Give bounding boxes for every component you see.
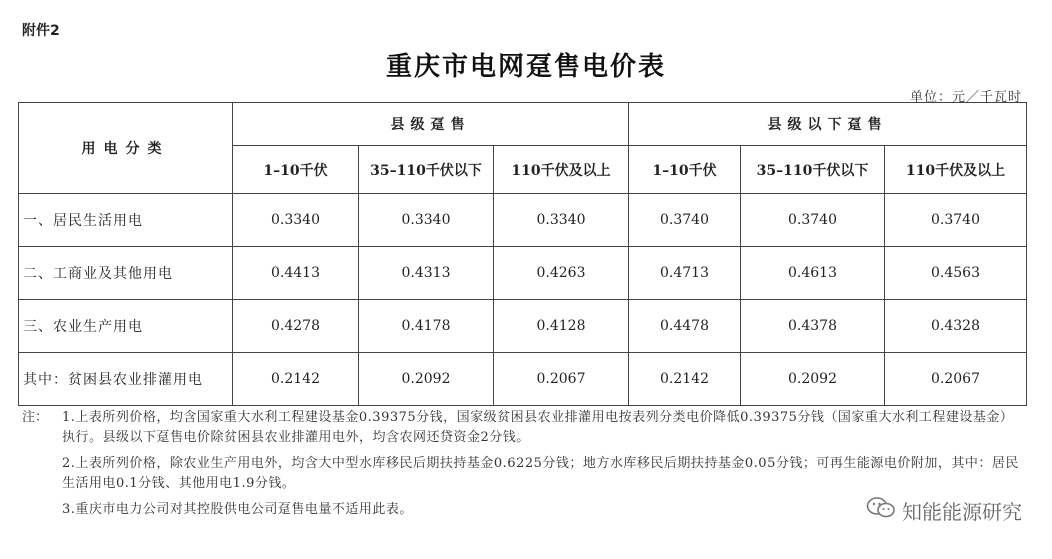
voltage-header: 1–10千伏 bbox=[233, 146, 359, 194]
table-row bbox=[19, 300, 1027, 353]
table-row bbox=[19, 247, 1027, 300]
price-cell: 0.4278 bbox=[233, 300, 359, 353]
table-row bbox=[19, 194, 1027, 247]
row-label: 二、工商业及其他用电 bbox=[19, 247, 233, 300]
price-cell: 0.4328 bbox=[885, 300, 1027, 353]
price-cell: 0.3340 bbox=[359, 194, 494, 247]
watermark-text: 知能能源研究 bbox=[902, 500, 1022, 524]
price-cell: 0.4563 bbox=[885, 247, 1027, 300]
price-cell: 0.4178 bbox=[359, 300, 494, 353]
price-cell: 0.2067 bbox=[494, 353, 629, 406]
voltage-header: 35–110千伏以下 bbox=[359, 146, 494, 194]
price-cell: 0.3740 bbox=[741, 194, 885, 247]
unit-label: 单位：元／千瓦时 bbox=[909, 90, 1022, 105]
table-row bbox=[19, 353, 1027, 406]
voltage-header: 110千伏及以上 bbox=[494, 146, 629, 194]
price-cell: 0.3740 bbox=[885, 194, 1027, 247]
note-item: 3.重庆市电力公司对其控股供电公司趸售电量不适用此表。 bbox=[62, 502, 413, 517]
price-table bbox=[18, 102, 1027, 406]
price-cell: 0.4128 bbox=[494, 300, 629, 353]
price-cell: 0.2092 bbox=[359, 353, 494, 406]
watermark bbox=[866, 496, 1022, 525]
price-cell: 0.2142 bbox=[629, 353, 741, 406]
group-header-below-county: 县级以下趸售 bbox=[629, 103, 1027, 146]
price-cell: 0.4313 bbox=[359, 247, 494, 300]
voltage-header: 1–10千伏 bbox=[629, 146, 741, 194]
notes-label: 注： bbox=[22, 410, 49, 425]
wechat-icon bbox=[866, 496, 902, 525]
note-item: 1.上表所列价格，均含国家重大水利工程建设基金0.39375分钱，国家级贫困县农业排灌用电按表列分类电价降低0.39375分钱（国家重大水利工程建设基金）执行。县级以下趸售电价除贫困县农业排灌用电外，均含农网还贷资金2分钱。 bbox=[62, 410, 1014, 445]
price-cell: 0.4413 bbox=[233, 247, 359, 300]
row-label: 三、农业生产用电 bbox=[19, 300, 233, 353]
table-header-row-groups bbox=[19, 103, 1027, 146]
row-label: 其中：贫困县农业排灌用电 bbox=[19, 353, 233, 406]
price-cell: 0.3340 bbox=[233, 194, 359, 247]
price-cell: 0.2092 bbox=[741, 353, 885, 406]
price-cell: 0.2067 bbox=[885, 353, 1027, 406]
category-header: 用电分类 bbox=[19, 103, 233, 194]
price-cell: 0.3740 bbox=[629, 194, 741, 247]
price-cell: 0.4478 bbox=[629, 300, 741, 353]
price-cell: 0.4713 bbox=[629, 247, 741, 300]
price-cell: 0.4263 bbox=[494, 247, 629, 300]
group-header-county: 县级趸售 bbox=[233, 103, 629, 146]
price-cell: 0.3340 bbox=[494, 194, 629, 247]
row-label: 一、居民生活用电 bbox=[19, 194, 233, 247]
voltage-header: 110千伏及以上 bbox=[885, 146, 1027, 194]
note-item: 2.上表所列价格，除农业生产用电外，均含大中型水库移民后期扶持基金0.6225分钱；地方水库移民后期扶持基金0.05分钱；可再生能源电价附加，其中：居民生活用电0.1分钱、其他用电1.9分钱。 bbox=[62, 456, 1019, 491]
page-title: 重庆市电网趸售电价表 bbox=[385, 52, 666, 82]
attachment-label: 附件2 bbox=[22, 23, 60, 39]
price-cell: 0.4613 bbox=[741, 247, 885, 300]
voltage-header: 35–110千伏以下 bbox=[741, 146, 885, 194]
price-cell: 0.4378 bbox=[741, 300, 885, 353]
price-cell: 0.2142 bbox=[233, 353, 359, 406]
